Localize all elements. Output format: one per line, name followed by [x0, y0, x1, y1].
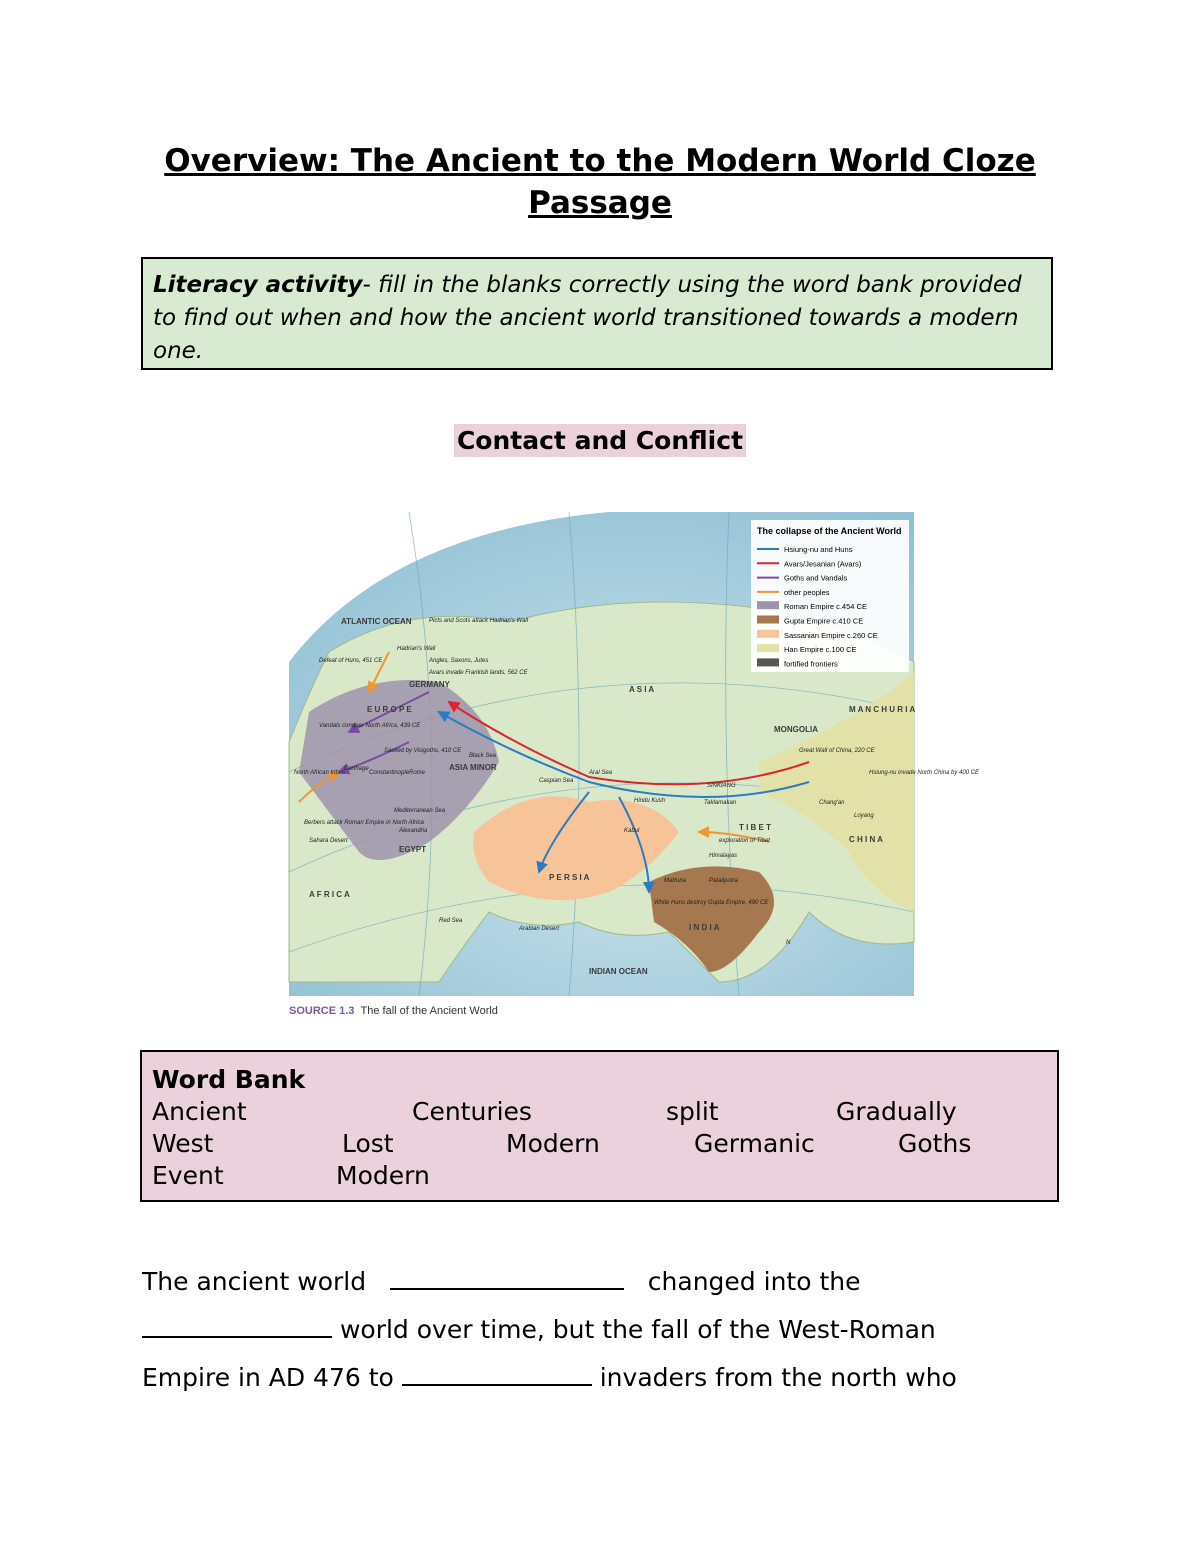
map-event-label: North African tribes: [294, 770, 346, 776]
map-caption: [289, 1005, 498, 1017]
map-event-label: Avars invade Frankish lands, 562 CE: [429, 670, 528, 676]
map-event-label: Carthage: [344, 766, 369, 772]
map-region-label: GERMANY: [409, 680, 450, 689]
passage-text: changed into the: [647, 1267, 861, 1296]
legend-label: Avars/Jesanian (Avars): [784, 559, 862, 569]
legend-label: fortified frontiers: [784, 659, 838, 669]
map-region-label: T I B E T: [739, 823, 771, 832]
word-bank-word: Event: [152, 1161, 224, 1190]
map-figure: [289, 512, 980, 996]
map-event-label: Taklamakan: [704, 800, 737, 806]
map-region-label: INDIAN OCEAN: [589, 967, 648, 976]
map-event-label: Aral Sea: [589, 770, 613, 776]
map-event-label: Alexandria: [399, 828, 428, 834]
legend-swatch: [757, 601, 779, 609]
section-heading: [0, 426, 1200, 455]
map-event-label: Defeat of Huns, 451 CE: [319, 658, 383, 664]
caption-text: The fall of the Ancient World: [360, 1005, 498, 1017]
map-event-label: Picts and Scots attack Hadrian's Wall: [429, 618, 529, 624]
blank-3[interactable]: [402, 1362, 592, 1386]
caption-source: SOURCE 1.3: [289, 1005, 355, 1017]
legend-label: other peoples: [784, 587, 830, 597]
map-event-label: Mediterranean Sea: [394, 808, 446, 814]
passage-text: world over time, but the fall of the West-Roman: [339, 1315, 936, 1344]
blank-2[interactable]: [142, 1314, 332, 1338]
passage-text: Empire in AD 476 to: [142, 1363, 394, 1392]
map-event-label: Great Wall of China, 220 CE: [799, 748, 875, 754]
word-bank-word: Centuries: [412, 1097, 532, 1126]
word-bank-word: split: [666, 1097, 719, 1126]
map-event-label: Sahara Desert: [309, 838, 348, 844]
map-event-label: exploration of Tibet: [719, 838, 770, 844]
literacy-activity-text: - fill in the blanks correctly using the word bank provided to find out when and how the ancient world transitioned towards a modern one.: [153, 272, 1022, 364]
map-event-label: Kabul: [624, 828, 640, 834]
map-event-label: Caspian Sea: [539, 778, 574, 784]
map-event-label: Constantinople: [369, 770, 410, 776]
passage-line-3: [142, 1362, 957, 1394]
passage-text: invaders from the north who: [599, 1363, 957, 1392]
map-event-label: Arabian Desert: [519, 926, 560, 932]
map-event-label: Sacked by Visigoths, 410 CE: [384, 748, 462, 754]
literacy-activity-box: [141, 257, 1053, 370]
map-region-label: MONGOLIA: [774, 725, 818, 734]
legend-swatch: [757, 644, 779, 652]
map-event-label: Berbers attack Roman Empire in North Africa: [304, 820, 424, 826]
word-bank-word: Lost: [342, 1129, 394, 1158]
word-bank-word: Modern: [336, 1161, 430, 1190]
word-bank-box: [140, 1050, 1059, 1202]
map-region-label: C H I N A: [849, 835, 883, 844]
map-event-label: Hadrian's Wall: [397, 646, 436, 652]
legend-label: Sassanian Empire c.260 CE: [784, 630, 878, 640]
blank-1[interactable]: [390, 1266, 624, 1290]
word-bank-word: Germanic: [694, 1129, 815, 1158]
map-event-label: White Huns destroy Gupta Empire, 490 CE: [654, 900, 769, 906]
map-event-label: Hsiung-nu invade North China by 400 CE: [869, 770, 980, 776]
map-region-label: EGYPT: [399, 845, 427, 854]
legend-label: Hsiung-nu and Huns: [784, 545, 853, 554]
passage-text: The ancient world: [142, 1267, 367, 1296]
map-event-label: Chang'an: [819, 800, 845, 806]
map-region-label: I N D I A: [689, 923, 720, 932]
map-region-label: P E R S I A: [549, 873, 590, 882]
legend-label: Goths and Vandals: [784, 573, 848, 583]
legend-label: Gupta Empire c.410 CE: [784, 616, 864, 626]
map-legend: [751, 520, 909, 672]
map-event-label: Loyang: [854, 813, 874, 819]
map-event-label: Black Sea: [469, 753, 497, 759]
map-region-label: A F R I C A: [309, 890, 350, 899]
word-bank-word: Gradually: [836, 1097, 957, 1126]
word-bank-title: Word Bank: [152, 1065, 306, 1094]
legend-swatch: [757, 616, 779, 624]
map-event-label: Angles, Saxons, Jutes: [429, 658, 489, 664]
page-title: Overview: The Ancient to the Modern World Cloze Passage: [164, 143, 1036, 221]
legend-label: Roman Empire c.454 CE: [784, 602, 867, 612]
map-event-label: N: [786, 940, 791, 946]
map-region-label: ATLANTIC OCEAN: [341, 617, 412, 626]
passage-line-2: [142, 1314, 936, 1346]
word-bank-word: Modern: [506, 1129, 600, 1158]
map-event-label: Himalayas: [709, 853, 738, 859]
map-event-label: Vandals conquer North Africa, 439 CE: [319, 723, 421, 729]
word-bank-word: Ancient: [152, 1097, 247, 1126]
legend-swatch: [757, 630, 779, 638]
word-bank-word: West: [152, 1129, 214, 1158]
map-event-label: Red Sea: [439, 918, 463, 924]
section-heading-text: Contact and Conflict: [454, 424, 746, 457]
map-event-label: Mathura: [664, 878, 687, 884]
map-region-label: ASIA MINOR: [449, 763, 497, 772]
passage-line-1: [142, 1266, 860, 1298]
legend-title: The collapse of the Ancient World: [757, 526, 902, 536]
map-event-label: Rome: [409, 770, 426, 776]
literacy-activity-label: Literacy activity: [153, 272, 363, 298]
map-event-label: SINKIANG: [707, 783, 736, 789]
map-event-label: Pataliputra: [709, 878, 738, 884]
word-bank-word: Goths: [898, 1129, 972, 1158]
map-region-label: E U R O P E: [367, 705, 412, 714]
legend-label: Han Empire c.100 CE: [784, 645, 857, 655]
map-region-label: M A N C H U R I A: [849, 705, 916, 714]
legend-swatch: [757, 658, 779, 666]
map-event-label: Hindu Kush: [634, 798, 666, 804]
map-region-label: A S I A: [629, 685, 655, 694]
